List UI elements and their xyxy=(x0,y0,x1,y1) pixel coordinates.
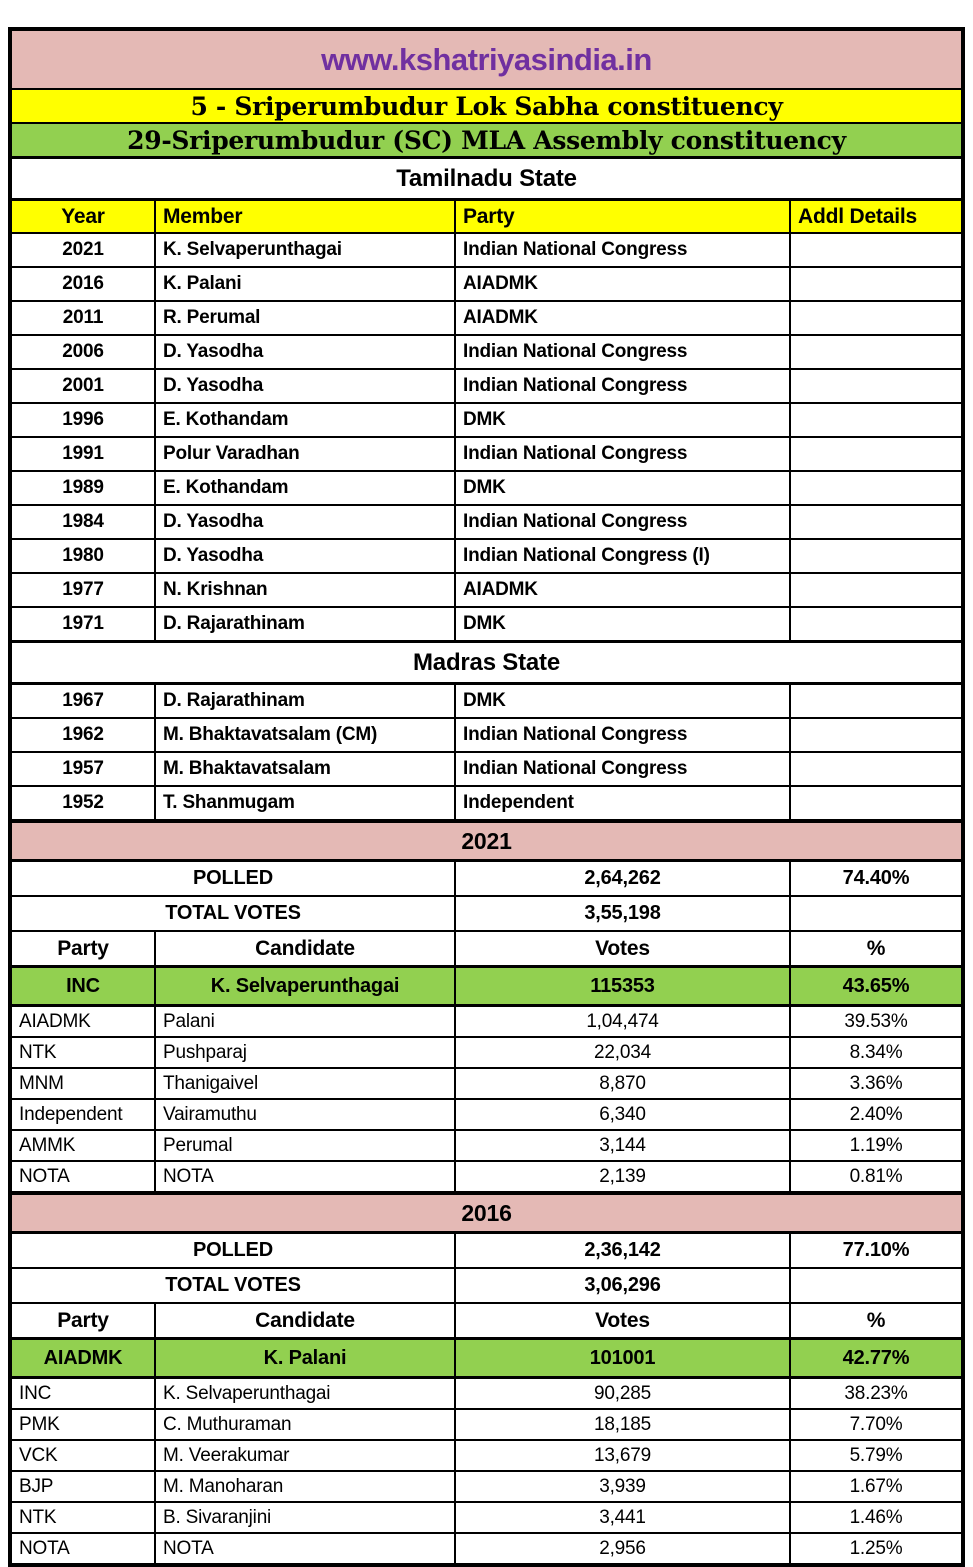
party-cell: Indian National Congress xyxy=(455,437,790,471)
percent-cell: 1.46% xyxy=(790,1502,963,1533)
party-cell: VCK xyxy=(10,1440,155,1471)
candidate-cell: C. Muthuraman xyxy=(155,1409,455,1440)
result-row xyxy=(10,1006,963,1038)
candidate-cell: M. Veerakumar xyxy=(155,1440,455,1471)
addl-details-cell xyxy=(790,752,963,786)
party-cell: BJP xyxy=(10,1471,155,1502)
member-row xyxy=(10,607,963,642)
votes-cell: 8,870 xyxy=(455,1068,790,1099)
percent-cell: 1.67% xyxy=(790,1471,963,1502)
polled-percent: 77.10% xyxy=(790,1233,963,1269)
assembly-title-row xyxy=(10,123,963,158)
party-cell: DMK xyxy=(455,607,790,642)
member-row xyxy=(10,752,963,786)
result-row xyxy=(10,1502,963,1533)
percent-cell: 39.53% xyxy=(790,1006,963,1038)
member-cell: K. Selvaperunthagai xyxy=(155,233,455,267)
party-cell: PMK xyxy=(10,1409,155,1440)
percent-cell: 1.25% xyxy=(790,1533,963,1565)
constituency-table xyxy=(8,27,965,1567)
candidate-cell: Perumal xyxy=(155,1130,455,1161)
website-text: www.kshatriyasindia.in xyxy=(10,29,963,89)
votes-cell: 2,956 xyxy=(455,1533,790,1565)
total-votes-empty-cell xyxy=(790,896,963,931)
member-cell: K. Palani xyxy=(155,267,455,301)
addl-details-cell xyxy=(790,403,963,437)
percent-header: % xyxy=(790,1303,963,1339)
candidate-cell: K. Selvaperunthagai xyxy=(155,1378,455,1410)
member-cell: D. Rajarathinam xyxy=(155,607,455,642)
votes-cell: 6,340 xyxy=(455,1099,790,1130)
percent-cell: 42.77% xyxy=(790,1339,963,1378)
total-votes-row xyxy=(10,1268,963,1303)
candidate-header: Candidate xyxy=(155,1303,455,1339)
result-row xyxy=(10,1068,963,1099)
votes-header: Votes xyxy=(455,1303,790,1339)
candidate-cell: M. Manoharan xyxy=(155,1471,455,1502)
candidate-cell: K. Palani xyxy=(155,1339,455,1378)
member-row xyxy=(10,539,963,573)
addl-details-header: Addl Details xyxy=(790,200,963,234)
addl-details-cell xyxy=(790,786,963,821)
party-cell: AIADMK xyxy=(455,573,790,607)
result-row xyxy=(10,1471,963,1502)
member-cell: D. Yasodha xyxy=(155,505,455,539)
party-header: Party xyxy=(455,200,790,234)
party-cell: INC xyxy=(10,1378,155,1410)
year-cell: 1957 xyxy=(10,752,155,786)
member-cell: Polur Varadhan xyxy=(155,437,455,471)
election-year: 2016 xyxy=(10,1193,963,1233)
party-cell: Indian National Congress (I) xyxy=(455,539,790,573)
member-row xyxy=(10,233,963,267)
year-cell: 1996 xyxy=(10,403,155,437)
party-cell: DMK xyxy=(455,684,790,719)
result-row xyxy=(10,1440,963,1471)
state-title: Madras State xyxy=(10,642,963,684)
votes-cell: 3,441 xyxy=(455,1502,790,1533)
member-row xyxy=(10,437,963,471)
total-votes-label: TOTAL VOTES xyxy=(10,1268,455,1303)
candidate-cell: B. Sivaranjini xyxy=(155,1502,455,1533)
votes-cell: 115353 xyxy=(455,967,790,1006)
party-cell: AMMK xyxy=(10,1130,155,1161)
addl-details-cell xyxy=(790,301,963,335)
polled-row xyxy=(10,861,963,897)
candidate-cell: NOTA xyxy=(155,1533,455,1565)
candidate-cell: Pushparaj xyxy=(155,1037,455,1068)
polled-votes: 2,36,142 xyxy=(455,1233,790,1269)
member-cell: R. Perumal xyxy=(155,301,455,335)
party-cell: NTK xyxy=(10,1502,155,1533)
total-votes-label: TOTAL VOTES xyxy=(10,896,455,931)
party-cell: Indian National Congress xyxy=(455,505,790,539)
year-cell: 2001 xyxy=(10,369,155,403)
votes-cell: 22,034 xyxy=(455,1037,790,1068)
percent-cell: 0.81% xyxy=(790,1161,963,1193)
candidate-cell: Vairamuthu xyxy=(155,1099,455,1130)
candidate-cell: Palani xyxy=(155,1006,455,1038)
member-cell: M. Bhaktavatsalam (CM) xyxy=(155,718,455,752)
polled-percent: 74.40% xyxy=(790,861,963,897)
party-cell: AIADMK xyxy=(10,1339,155,1378)
member-row xyxy=(10,505,963,539)
votes-cell: 1,04,474 xyxy=(455,1006,790,1038)
election-year-row xyxy=(10,821,963,861)
year-cell: 2006 xyxy=(10,335,155,369)
polled-votes: 2,64,262 xyxy=(455,861,790,897)
result-row xyxy=(10,1409,963,1440)
member-cell: E. Kothandam xyxy=(155,403,455,437)
party-cell: Independent xyxy=(10,1099,155,1130)
members-header-row xyxy=(10,200,963,234)
candidate-header: Candidate xyxy=(155,931,455,967)
member-cell: E. Kothandam xyxy=(155,471,455,505)
year-cell: 1989 xyxy=(10,471,155,505)
party-cell: AIADMK xyxy=(455,301,790,335)
lok-sabha-title: 5 - Sriperumbudur Lok Sabha constituency xyxy=(10,89,963,123)
candidate-cell: NOTA xyxy=(155,1161,455,1193)
year-cell: 1984 xyxy=(10,505,155,539)
party-cell: Independent xyxy=(455,786,790,821)
year-cell: 1991 xyxy=(10,437,155,471)
percent-cell: 5.79% xyxy=(790,1440,963,1471)
year-cell: 1962 xyxy=(10,718,155,752)
member-row xyxy=(10,471,963,505)
year-header: Year xyxy=(10,200,155,234)
addl-details-cell xyxy=(790,369,963,403)
percent-cell: 8.34% xyxy=(790,1037,963,1068)
party-cell: Indian National Congress xyxy=(455,233,790,267)
results-header-row xyxy=(10,1303,963,1339)
member-cell: M. Bhaktavatsalam xyxy=(155,752,455,786)
addl-details-cell xyxy=(790,335,963,369)
votes-cell: 101001 xyxy=(455,1339,790,1378)
party-cell: NTK xyxy=(10,1037,155,1068)
year-cell: 1971 xyxy=(10,607,155,642)
member-row xyxy=(10,267,963,301)
table-body xyxy=(10,29,963,1565)
party-header: Party xyxy=(10,1303,155,1339)
result-row xyxy=(10,1533,963,1565)
addl-details-cell xyxy=(790,607,963,642)
addl-details-cell xyxy=(790,573,963,607)
year-cell: 1977 xyxy=(10,573,155,607)
percent-header: % xyxy=(790,931,963,967)
votes-cell: 13,679 xyxy=(455,1440,790,1471)
party-cell: NOTA xyxy=(10,1161,155,1193)
percent-cell: 38.23% xyxy=(790,1378,963,1410)
addl-details-cell xyxy=(790,718,963,752)
member-row xyxy=(10,369,963,403)
votes-header: Votes xyxy=(455,931,790,967)
state-title: Tamilnadu State xyxy=(10,158,963,200)
votes-cell: 2,139 xyxy=(455,1161,790,1193)
member-cell: D. Yasodha xyxy=(155,539,455,573)
lok-sabha-title-row xyxy=(10,89,963,123)
assembly-title: 29-Sriperumbudur (SC) MLA Assembly constituency xyxy=(10,123,963,158)
result-row xyxy=(10,1161,963,1193)
year-cell: 1967 xyxy=(10,684,155,719)
election-year: 2021 xyxy=(10,821,963,861)
year-cell: 1980 xyxy=(10,539,155,573)
state-header-row xyxy=(10,642,963,684)
winner-row xyxy=(10,967,963,1006)
total-votes-value: 3,06,296 xyxy=(455,1268,790,1303)
percent-cell: 1.19% xyxy=(790,1130,963,1161)
year-cell: 2021 xyxy=(10,233,155,267)
total-votes-empty-cell xyxy=(790,1268,963,1303)
result-row xyxy=(10,1378,963,1410)
votes-cell: 3,939 xyxy=(455,1471,790,1502)
addl-details-cell xyxy=(790,471,963,505)
year-cell: 2016 xyxy=(10,267,155,301)
votes-cell: 3,144 xyxy=(455,1130,790,1161)
addl-details-cell xyxy=(790,233,963,267)
party-cell: NOTA xyxy=(10,1533,155,1565)
polled-label: POLLED xyxy=(10,861,455,897)
party-cell: AIADMK xyxy=(10,1006,155,1038)
party-cell: DMK xyxy=(455,403,790,437)
percent-cell: 2.40% xyxy=(790,1099,963,1130)
candidate-cell: K. Selvaperunthagai xyxy=(155,967,455,1006)
polled-label: POLLED xyxy=(10,1233,455,1269)
party-cell: INC xyxy=(10,967,155,1006)
percent-cell: 43.65% xyxy=(790,967,963,1006)
votes-cell: 90,285 xyxy=(455,1378,790,1410)
member-row xyxy=(10,718,963,752)
addl-details-cell xyxy=(790,539,963,573)
member-cell: T. Shanmugam xyxy=(155,786,455,821)
percent-cell: 3.36% xyxy=(790,1068,963,1099)
member-row xyxy=(10,684,963,719)
party-cell: Indian National Congress xyxy=(455,718,790,752)
party-cell: Indian National Congress xyxy=(455,369,790,403)
year-cell: 1952 xyxy=(10,786,155,821)
member-row xyxy=(10,573,963,607)
website-banner-row xyxy=(10,29,963,89)
result-row xyxy=(10,1130,963,1161)
total-votes-value: 3,55,198 xyxy=(455,896,790,931)
election-year-row xyxy=(10,1193,963,1233)
member-row xyxy=(10,786,963,821)
percent-cell: 7.70% xyxy=(790,1409,963,1440)
state-header-row xyxy=(10,158,963,200)
member-row xyxy=(10,301,963,335)
party-header: Party xyxy=(10,931,155,967)
polled-row xyxy=(10,1233,963,1269)
member-row xyxy=(10,403,963,437)
page xyxy=(8,27,963,1567)
addl-details-cell xyxy=(790,505,963,539)
member-cell: D. Rajarathinam xyxy=(155,684,455,719)
party-cell: MNM xyxy=(10,1068,155,1099)
addl-details-cell xyxy=(790,437,963,471)
member-row xyxy=(10,335,963,369)
year-cell: 2011 xyxy=(10,301,155,335)
member-cell: N. Krishnan xyxy=(155,573,455,607)
winner-row xyxy=(10,1339,963,1378)
party-cell: DMK xyxy=(455,471,790,505)
party-cell: Indian National Congress xyxy=(455,335,790,369)
addl-details-cell xyxy=(790,684,963,719)
member-cell: D. Yasodha xyxy=(155,335,455,369)
result-row xyxy=(10,1099,963,1130)
results-header-row xyxy=(10,931,963,967)
result-row xyxy=(10,1037,963,1068)
party-cell: AIADMK xyxy=(455,267,790,301)
member-header: Member xyxy=(155,200,455,234)
votes-cell: 18,185 xyxy=(455,1409,790,1440)
candidate-cell: Thanigaivel xyxy=(155,1068,455,1099)
member-cell: D. Yasodha xyxy=(155,369,455,403)
addl-details-cell xyxy=(790,267,963,301)
party-cell: Indian National Congress xyxy=(455,752,790,786)
total-votes-row xyxy=(10,896,963,931)
